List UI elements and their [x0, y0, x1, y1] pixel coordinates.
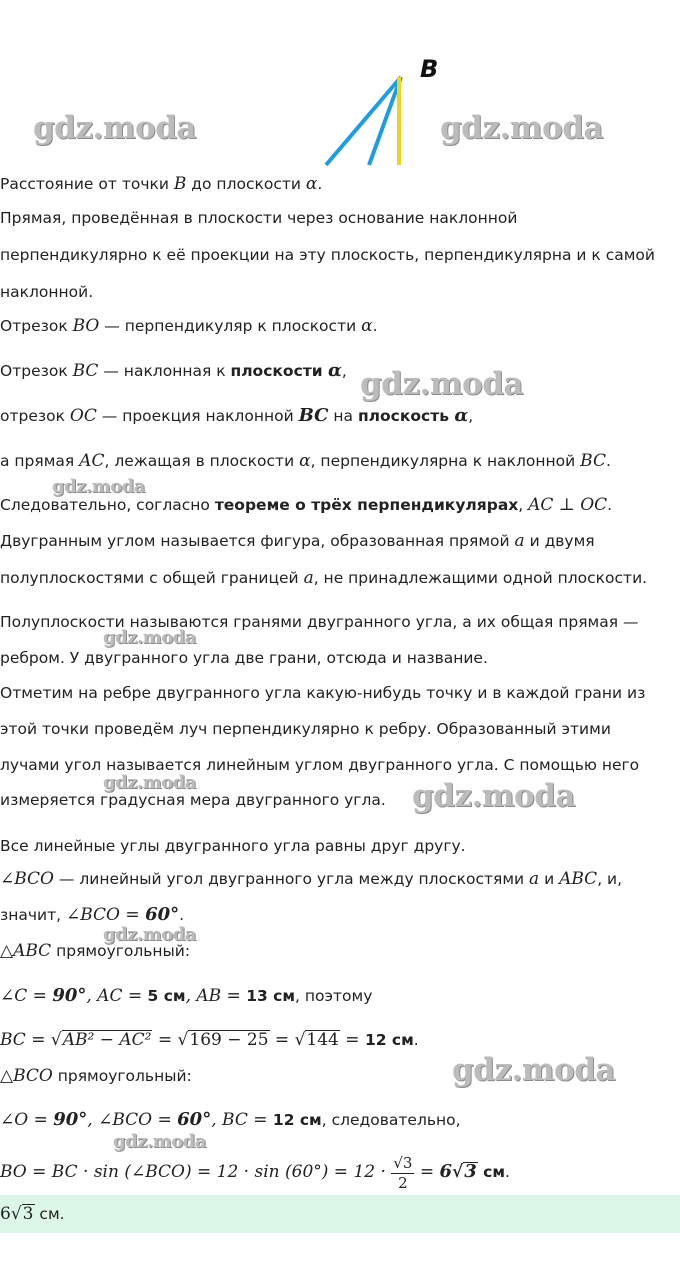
text-line: отрезок OC — проекция наклонной BC на плоскость α,	[0, 405, 474, 426]
text-line: △BCO прямоугольный:	[0, 1066, 192, 1086]
text-line: Следовательно, согласно теореме о трёх перпендикулярах, AC ⊥ OC.	[0, 495, 613, 515]
text-line: Отрезок BO — перпендикуляр к плоскости α.	[0, 316, 378, 336]
watermark: gdz.moda	[452, 1052, 615, 1088]
watermark: gdz.moda	[412, 778, 575, 814]
text-line: BO = BC · sin (∠BCO) = 12 · sin (60°) = 12 · $\frac{√3}{2}$ = 6√3 см.	[0, 1154, 510, 1192]
text-line: ребром. У двугранного угла две грани, отсюда и название.	[0, 649, 488, 667]
watermark: gdz.moda	[33, 110, 196, 146]
text-line: Отрезок BC — наклонная к плоскости α,	[0, 360, 347, 381]
text-line: этой точки проведём луч перпендикулярно к ребру. Образованный этими	[0, 720, 611, 738]
text-line: BC = √AB² − AC² = √169 − 25 = √144 = 12 см.	[0, 1030, 419, 1050]
text-line: Отметим на ребре двугранного угла какую-нибудь точку и в каждой грани из	[0, 684, 646, 702]
text-line: наклонной.	[0, 283, 94, 301]
geometry-figure	[318, 55, 448, 167]
text-line: лучами угол называется линейным углом двугранного угла. С помощью него	[0, 756, 640, 774]
text-line: измеряется градусная мера двугранного угла.	[0, 791, 386, 809]
watermark: gdz.moda	[103, 924, 196, 945]
answer-text: 6√3 см.	[0, 1204, 65, 1224]
text-line: перпендикулярно к её проекции на эту плоскость, перпендикулярна и к самой	[0, 246, 655, 264]
segment-bc-blue	[326, 77, 401, 165]
text-line: Расстояние от точки B до плоскости α.	[0, 174, 323, 194]
watermark: gdz.moda	[440, 110, 603, 146]
answer-box	[0, 1195, 680, 1233]
text-line: Все линейные углы двугранного угла равны друг другу.	[0, 837, 466, 855]
text-line: Полуплоскости называются гранями двугранного угла, а их общая прямая —	[0, 613, 639, 631]
text-line: а прямая AC, лежащая в плоскости α, перпендикулярна к наклонной BC.	[0, 451, 611, 471]
text-line: △ABC прямоугольный:	[0, 941, 191, 961]
watermark: gdz.moda	[113, 1131, 206, 1152]
segment-ba-blue	[369, 77, 401, 165]
text-line: ∠C = 90°, AC = 5 см, AB = 13 см, поэтому	[0, 985, 373, 1006]
point-b-label: B	[420, 55, 439, 83]
watermark: gdz.moda	[52, 476, 145, 497]
watermark: gdz.moda	[103, 772, 196, 793]
text-line: значит, ∠BCO = 60°.	[0, 904, 185, 925]
text-line: ∠O = 90°, ∠BCO = 60°, BC = 12 см, следовательно,	[0, 1109, 461, 1130]
text-line: Двугранным углом называется фигура, образованная прямой a и двумя	[0, 531, 595, 551]
text-line: полуплоскостями с общей границей a, не принадлежащими одной плоскости.	[0, 568, 648, 588]
fraction: $\frac{√3}{2}$	[393, 1154, 413, 1192]
watermark: gdz.moda	[360, 366, 523, 402]
watermark: gdz.moda	[103, 627, 196, 648]
text-line: Прямая, проведённая в плоскости через основание наклонной	[0, 209, 518, 227]
text-line: ∠BCO — линейный угол двугранного угла между плоскостями a и ABC, и,	[0, 869, 623, 889]
